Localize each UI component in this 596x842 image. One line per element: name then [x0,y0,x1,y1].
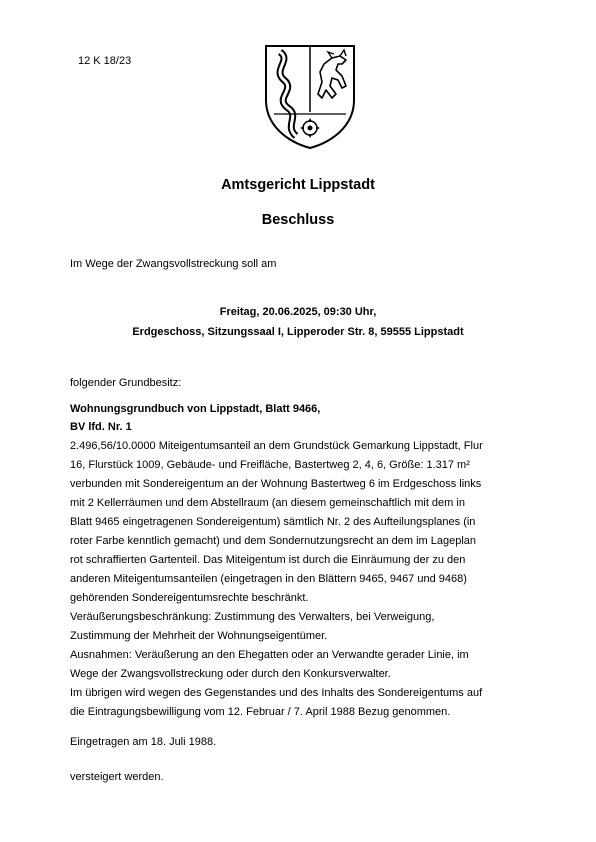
court-name: Amtsgericht Lippstadt [221,177,375,193]
description-line: roter Farbe kenntlich gemacht) und dem Sondernutzungsrecht an dem im Lageplan [70,535,477,547]
appointment-date-time: Freitag, 20.06.2025, 09:30 Uhr, [219,306,377,318]
description-line: 16, Flurstück 1009, Gebäude- und Freifläche, Bastertweg 2, 4, 6, Größe: 1.317 m² [70,459,470,471]
document-title: Beschluss [261,212,335,228]
bv-number: BV lfd. Nr. 1 [70,421,132,433]
description-line: die Eintragungsbewilligung vom 12. Februar / 7. April 1988 Bezug genommen. [70,706,451,718]
description-line: mit 2 Kellerräumen und dem Abstellraum (an diesem gemeinschaftlich mit dem in [70,497,465,509]
description-line: 2.496,56/10.0000 Miteigentumsanteil an dem Grundstück Gemarkung Lippstadt, Flur [70,440,483,452]
nrw-coat-of-arms-icon [262,42,358,152]
land-register-title: Wohnungsgrundbuch von Lippstadt, Blatt 9466, [70,403,321,415]
description-line: Veräußerungsbeschränkung: Zustimmung des Verwalters, bei Verweigung, [70,611,435,623]
intro-text: Im Wege der Zwangsvollstreckung soll am [70,258,277,270]
description-line: anderen Miteigentumsanteilen (eingetragen in den Blättern 9465, 9467 und 9468) [70,573,467,585]
description-line: rot schraffierten Gartenteil. Das Miteigentum ist durch die Einräumung der zu den [70,554,466,566]
entered-date: Eingetragen am 18. Juli 1988. [70,736,217,748]
description-line: Wege der Zwangsvollstreckung oder durch den Konkursverwalter. [70,668,391,680]
following-text: folgender Grundbesitz: [70,377,182,389]
case-number: 12 K 18/23 [78,55,132,67]
description-line: Im übrigen wird wegen des Gegenstandes und des Inhalts des Sondereigentums auf [70,687,483,699]
closing-text: versteigert werden. [70,771,164,783]
property-description [70,437,540,722]
description-line: Zustimmung der Mehrheit der Wohnungseigentümer. [70,630,328,642]
description-line: Blatt 9465 eingetragenen Sondereigentum) sämtlich Nr. 2 des Aufteilungsplanes (in [70,516,476,528]
description-line: gehörenden Sondereigentumsrechte beschränkt. [70,592,309,604]
appointment-location: Erdgeschoss, Sitzungssaal I, Lipperoder Str. 8, 59555 Lippstadt [132,326,464,338]
description-line: verbunden mit Sondereigentum an der Wohnung Bastertweg 6 im Erdgeschoss links [70,478,482,490]
description-line: Ausnahmen: Veräußerung an den Ehegatten oder an Verwandte gerader Linie, im [70,649,469,661]
